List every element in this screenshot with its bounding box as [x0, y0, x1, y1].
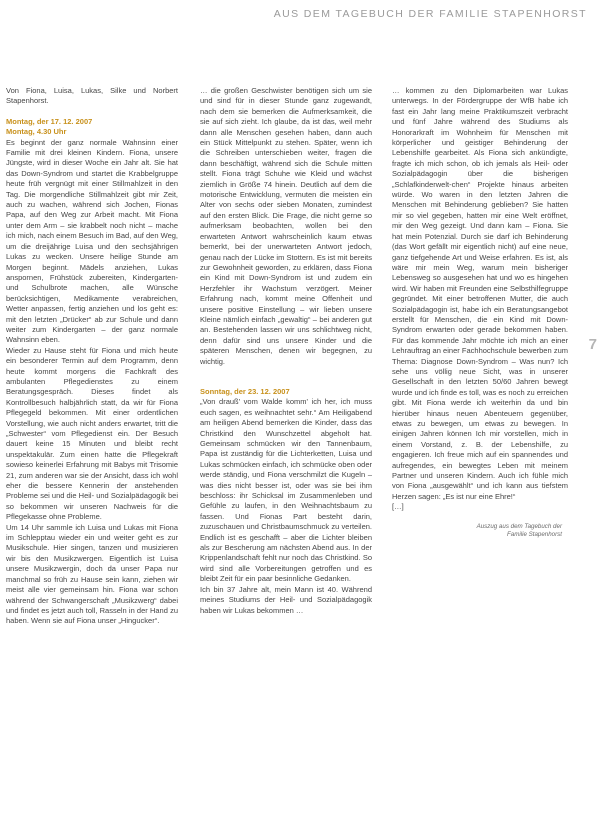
paragraph: … die großen Geschwister benötigen sich um sie und sind für in dieser Stunde ganz zugewandt, nach dem sie bemerken die Aufmerksamkeit, die sie auf sich zieht. Ich glaube, da ist das, weil mehr dann alle Menschen gesehen haben, dann auch ein Stück Mittelpunkt zu stehen. Später, wenn ich die Schreiben unterschieben weiter, fragen die dann beschäftigt, während sich die Schule mitten stellt. Fiona trägt Schuhe wie Kleid und wächst ziemlich in Größe 74 hinein. Deutlich auf dem die motorische Entwicklung, vermuten die meisten ein Alter von sechs oder sieben Monaten, zumindest auf den ersten Blick. Die Frage, die nicht gerne so aufmerksam beobachten, wollen bei den erwarteten Antwort wahrscheinlich kaum etwas bemerkt, bei der unerwarteten Antwort jedoch, genau nach der Lücke im Stottern. Es ist mit bereits zur Gewohnheit geworden, zu erklären, dass Fiona ein Kind mit Down-Syndrom ist und zudem ein Herzfehler ihr Wachstum verzögert. Meiner Erfahrung nach, kommt meine Offenheit und unsere positive Einstellung – wir lieben unsere Kleine nämlich einfach „gewaltig“ – bei anderen gut an. Bestehenden lassen wir uns schlichtweg nicht, denn dafür sind uns unsere Kinder und die späteren Menschen, denen wir begegnen, zu wichtig.	[200, 86, 372, 366]
source-note	[392, 523, 568, 539]
text-column-3	[392, 86, 568, 834]
intro-line: Von Fiona, Luisa, Lukas, Silke und Norbert Stapenhorst.	[6, 86, 178, 106]
text-column-2	[200, 86, 372, 834]
paragraph: Ich bin 37 Jahre alt, mein Mann ist 40. Während meines Studiums der Heil- und Sozialpädagogik haben wir Lukas bekommen …	[200, 584, 372, 615]
ellipsis-mark: […]	[392, 502, 404, 512]
running-header: AUS DEM TAGEBUCH DER FAMILIE STAPENHORST	[273, 8, 587, 20]
paragraph: Wieder zu Hause steht für Fiona und mich heute ein besonderer Termin auf dem Programm, denn heute kommt morgens die Fachkraft des ambulanten Pflegedienstes zu einem Beratungsgespräch. Dieses findet als Kontrollbesuch halbjährlich statt, da wir für Fiona Pflegegeld bekommen. Mit einer ordentlichen Vorstellung, wie auch nicht anders erwartet, tritt die „Schwester“ vom Pflegedienst ein. Der Besuch dauert keine 15 Minuten und bleibt recht unspektakulär. Zum einen hatte die Pflegekraft sowieso keinerlei Erfahrung mit Babys mit Trisomie 21, zum anderen war sie der Ansicht, dass ich wohl eher die bessere Kennerin der anstehenden Probleme sei und die Heil- und Sozialpädagogik bei so bekommen wir unseren Nachweis für die Pflegekasse ohne Probleme.	[6, 345, 178, 522]
entry-heading-sunday: Sonntag, der 23. 12. 2007	[200, 386, 290, 396]
source-line: Auszug aus dem Tagebuch der	[476, 522, 562, 530]
entry-heading-time: Montag, 4.30 Uhr	[6, 127, 67, 137]
paragraph: Um 14 Uhr sammle ich Luisa und Lukas mit Fiona im Schlepptau wieder ein und weiter geht es zur Musikschule. Hier singen, tanzen und musizieren wir bis den Musikzwergen. Eigentlich ist Luisa unsere Musikzwergin, doch da unser Papa nur manchmal so früh zu Hause sein kann, ziehen wir meist alle vier gemeinsam hin. Fiona war schon während der Schwangerschaft „Musikzwerg“ dabei und findet es jetzt auch toll, Rasseln in der Hand zu haben. Wenn sie auf Fiona unser „Hingucker“.	[6, 522, 178, 626]
paragraph: … kommen zu den Diplomarbeiten war Lukas unterwegs. In der Fördergruppe der WfB habe ich fast ein Jahr lang meine Praktikumszeit verbracht und fünf Jahre während des Studiums als Honorarkraft im Wohnheim für Menschen mit körperlicher und geistiger Behinderung der Lebenshilfe gearbeitet. Als Fiona sich ankündigte, fragte ich mich schon, ob ich jemals als Heil- oder Sozialpädagogin über die bisherigen „Schlafkinderwelt-chen“ Projekte hinaus arbeiten würde. Wo waren in den letzten Jahren die Menschen mit Behinderung geblieben? Sie hatten mir so viel gegeben, hatten mir eine Welt eröffnet, mir den Weg gezeigt. Und dann kam – Fiona. Sie hat mein Potenzial. Durch sie darf ich Behinderung (das Wort gefällt mir eigentlich nicht) auf eine neue, ganz tiefgehende Art und Weise erfahren. Es ist, als wäre mir mein Weg, warum mein bisheriger Lebensweg so ausgesehen hat und wo es hingehen wird. Wir haben mit Freunden eine Selbsthilfegruppe gegründet. Mit einer betroffenen Mutter, die auch Sozialpädagogin ist, habe ich ein Beratungsangebot erstellt für Menschen, die ein Kind mit Down-Syndrom erwarten oder gerade bekommen haben. Für das kommende Jahr möchte ich mich an einer Lehrauftrag an einer Fachhochschule bewerben zum Thema: Diagnose Down-Syndrom – Was nun? Ich sehe uns völlig neue Sicht, was in unserer Gesellschaft in den letzten 50/60 Jahren bewegt wurde und ich finde es toll, was es noch zu erreichen gibt. Mit Fiona werde ich weiterhin da und bin hierüber hinaus neuen Abenteuern gegenüber, etwas zu bewegen, um etwas zu bewegen. In einigen Jahren können Ich mir vorstellen, mich in einem Vorstand, z. B. der Lebenshilfe, zu engagieren. Ich freue mich auf ein spannendes und aufregendes, ein bewegtes Leben mit meinem Partner und unseren Kindern. Auch ich fühle mich von Fiona „ausgewählt“ und ich kann aus tiefstem Herzen sagen: „Es ist nur eine Ehre!“	[392, 86, 568, 501]
paragraph: Es beginnt der ganz normale Wahnsinn einer Familie mit drei kleinen Kindern. Fiona, unsere Jüngste, wird in dieser Woche ein Jahr alt. Sie hat das Down-Syndrom und startet die Krabbelgruppe heute früh vergnügt mit einer Stillmahlzeit in den Tag. Die morgendliche Stillmahlzeit gibt mir Zeit, auch zu wachen, während sich Jochen, Fionas Papa, auf den Weg zur Arbeit macht. Mit Fiona unter dem Arm – sie krabbelt noch nicht – mache ich mich, nach einem Besuch im Bad, auf den Weg, um die dreijährige Luisa und den sechsjährigen Lukas zu wecken. Unsere heilige Stunde am Morgen beginnt. Mädels anziehen, Lukas anspornen, Frühstück zubereiten, Kindergarten- und Schulbrote machen, alle Wünsche berücksichtigen, Medikamente verabreichen, Wetter anpassen, fertig anziehen und los geht es: mit den letzten „Drücker“ ab zur Schule und dann weiter zum Kindergarten – der ganz normale Wahnsinn eben.	[6, 137, 178, 345]
entry-heading-date: Montag, der 17. 12. 2007	[6, 116, 93, 126]
source-line: Familie Stapenhorst	[506, 530, 562, 538]
page-number: 7	[588, 336, 597, 353]
paragraph: „Von drauß' vom Walde komm' ich her, ich muss euch sagen, es weihnachtet sehr.“ Am Heiligabend am heiligen Abend bemerken die Kinder, dass das Christkind den Wunschzettel abgeholt hat. Gemeinsam schmücken wir den Tannenbaum, Papa ist zuständig für die Lichterketten, Luisa und Lukas schmücken einfach, ich schmücke oben oder werde ständig, und Fiona verschmilzt die Kugeln – was dies nicht besser ist, oder was sie bei ihm beschloss: ihr Schicksal im Zusammenleben und Gefühle zu laufen, in den Weihnachtsbaum zu fassen. Und Fionas Part besteht darin, zuzuschauen und Christbaumschmuck zu verteilen. Endlich ist es geschafft – aber die Lichter bleiben als zur Bescherung am nächsten Abend aus. In der Krippenlandschaft fehlt nur noch das Christkind. So wird sind alle Vorbereitungen getroffen und es bleibt Zeit für ein paar besinnliche Gedanken.	[200, 397, 372, 584]
text-column-1	[6, 86, 178, 834]
